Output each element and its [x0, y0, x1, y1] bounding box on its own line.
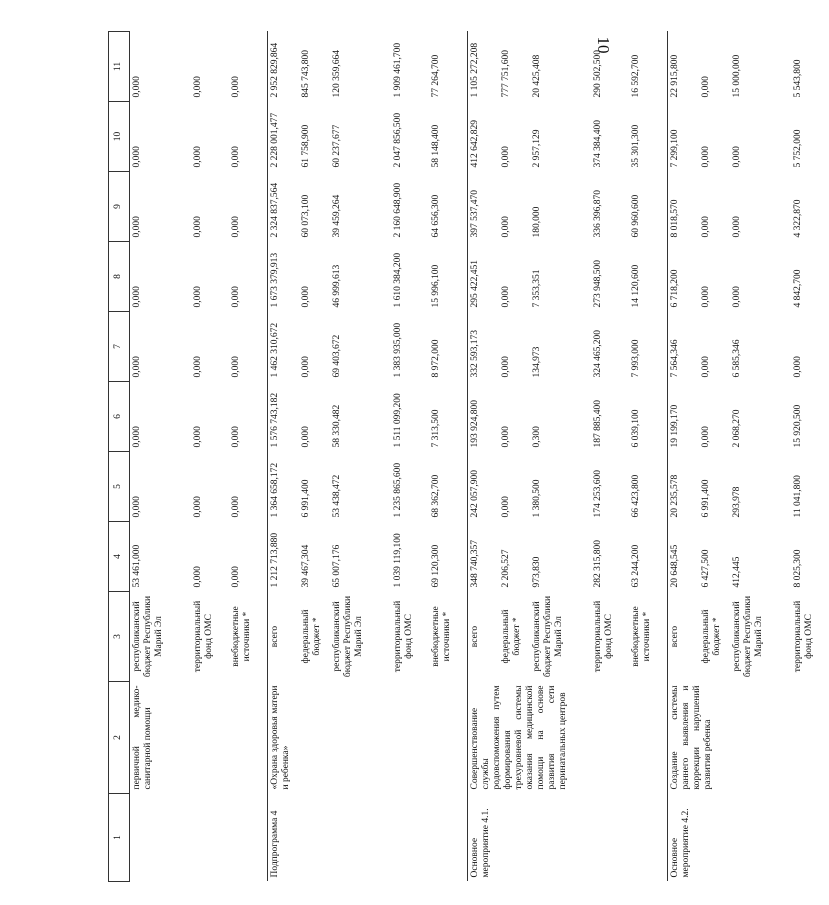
- status-cell: Подпрограмма 4: [268, 794, 468, 882]
- value-cell: 65 007,176: [332, 544, 342, 588]
- value-cell: 22 915,800: [668, 32, 700, 102]
- value-cell: 0,000: [701, 426, 711, 448]
- value-cell: 4 322,870: [793, 199, 803, 238]
- funding-source-cell: федеральный бюджет *: [701, 609, 723, 664]
- value-cell: 2 324 837,564: [268, 172, 300, 242]
- value-cell: 2 047 856,500: [393, 112, 403, 168]
- value-cell: 332 593,173: [468, 312, 500, 382]
- value-cell: 0,000: [701, 76, 711, 98]
- value-cell: 63 244,200: [631, 544, 641, 588]
- value-cell: 8 972,000: [431, 339, 441, 378]
- value-cell: 0,000: [231, 76, 241, 98]
- value-cell: 348 740,357: [468, 522, 500, 592]
- value-cell: 0,000: [732, 146, 742, 168]
- column-number: 8: [109, 242, 130, 312]
- value-cell: 8 025,300: [793, 549, 803, 588]
- value-cell: 6 585,346: [732, 339, 742, 378]
- value-cell: 242 057,900: [468, 452, 500, 522]
- value-cell: 69 120,300: [431, 544, 441, 588]
- value-cell: 60 237,677: [332, 124, 342, 168]
- value-cell: 2 952 829,864: [268, 32, 300, 102]
- value-cell: 11 041,800: [793, 475, 803, 518]
- column-number: 9: [109, 172, 130, 242]
- table-row: [668, 32, 700, 882]
- value-cell: 0,000: [501, 216, 511, 238]
- value-cell: 273 948,500: [593, 260, 603, 308]
- value-cell: 0,000: [501, 426, 511, 448]
- value-cell: 0,000: [193, 356, 203, 378]
- value-cell: 193 924,800: [468, 382, 500, 452]
- value-cell: 0,000: [193, 426, 203, 448]
- column-number: 2: [109, 682, 130, 794]
- value-cell: 0,000: [501, 356, 511, 378]
- value-cell: 0,000: [501, 286, 511, 308]
- value-cell: 2 206,527: [501, 549, 511, 588]
- value-cell: 20 425,408: [532, 54, 542, 98]
- value-cell: 46 999,613: [332, 264, 342, 308]
- value-cell: 6 427,500: [701, 549, 711, 588]
- value-cell: 174 253,600: [593, 470, 603, 518]
- value-cell: 0,000: [132, 76, 142, 98]
- value-cell: 295 422,451: [468, 242, 500, 312]
- value-cell: 4 842,700: [793, 269, 803, 308]
- value-cell: 0,000: [732, 286, 742, 308]
- budget-table: [108, 31, 829, 882]
- column-number: 1: [109, 794, 130, 882]
- value-cell: 2 228 001,477: [268, 102, 300, 172]
- value-cell: 0,300: [532, 426, 542, 448]
- funding-source-cell: территориальный фонд ОМС: [193, 600, 215, 673]
- column-number: 5: [109, 452, 130, 522]
- funding-source-cell: республиканский бюджет Республики Марий Эл: [532, 595, 565, 678]
- value-cell: 0,000: [132, 286, 142, 308]
- value-cell: 35 301,300: [631, 124, 641, 168]
- value-cell: 2 068,270: [732, 409, 742, 448]
- value-cell: 20 648,545: [668, 522, 700, 592]
- value-cell: 1 673 379,913: [268, 242, 300, 312]
- value-cell: 1 462 310,672: [268, 312, 300, 382]
- value-cell: 1 383 935,000: [393, 322, 403, 378]
- value-cell: 0,000: [231, 496, 241, 518]
- value-cell: 6 991,400: [701, 479, 711, 518]
- page-number: 10: [594, 36, 613, 54]
- value-cell: 1 380,500: [532, 479, 542, 518]
- value-cell: 973,830: [532, 556, 542, 588]
- value-cell: 0,000: [193, 566, 203, 588]
- program-name-cell: первичной медико-санитарной помощи: [132, 685, 154, 790]
- status-cell: Основное мероприятие 4.1.: [468, 794, 668, 882]
- value-cell: 0,000: [793, 356, 803, 378]
- value-cell: 1 610 384,200: [393, 252, 403, 308]
- funding-source-cell: территориальный фонд ОМС: [593, 600, 615, 673]
- value-cell: 0,000: [701, 146, 711, 168]
- value-cell: 7 299,100: [668, 102, 700, 172]
- value-cell: 0,000: [193, 286, 203, 308]
- value-cell: 0,000: [193, 496, 203, 518]
- value-cell: 53 461,000: [132, 544, 142, 588]
- value-cell: 0,000: [301, 286, 311, 308]
- funding-source-cell: внебюджетные источники *: [631, 606, 653, 667]
- value-cell: 0,000: [132, 216, 142, 238]
- value-cell: 1 235 865,600: [393, 462, 403, 518]
- value-cell: 120 359,664: [332, 50, 342, 98]
- value-cell: 7 564,346: [668, 312, 700, 382]
- value-cell: 0,000: [231, 216, 241, 238]
- value-cell: 8 018,570: [668, 172, 700, 242]
- funding-source-cell: республиканский бюджет Республики Марий Эл: [132, 595, 165, 678]
- value-cell: 0,000: [732, 216, 742, 238]
- value-cell: 2 957,129: [532, 129, 542, 168]
- value-cell: 0,000: [193, 146, 203, 168]
- column-number: 10: [109, 102, 130, 172]
- value-cell: 412,445: [732, 556, 742, 588]
- table-row: [468, 32, 500, 882]
- value-cell: 0,000: [231, 356, 241, 378]
- value-cell: 19 199,170: [668, 382, 700, 452]
- table-row: [268, 32, 300, 882]
- value-cell: 66 423,800: [631, 474, 641, 518]
- value-cell: 134,973: [532, 346, 542, 378]
- value-cell: 1 039 119,100: [393, 533, 403, 588]
- status-cell: Основное мероприятие 4.2.: [668, 794, 829, 882]
- value-cell: 61 758,900: [301, 124, 311, 168]
- value-cell: 15 996,100: [431, 264, 441, 308]
- value-cell: 2 160 648,900: [393, 182, 403, 238]
- value-cell: 16 592,700: [631, 54, 641, 98]
- program-name-cell: Совершенствование службы родовспоможения путем формирования трехуровневой системы оказания медицинской помощи на основе развития сети перинатальных центров: [468, 682, 668, 794]
- value-cell: 0,000: [132, 146, 142, 168]
- column-number: 4: [109, 522, 130, 592]
- value-cell: 14 120,600: [631, 264, 641, 308]
- value-cell: 0,000: [132, 496, 142, 518]
- value-cell: 5 543,800: [793, 59, 803, 98]
- value-cell: 0,000: [193, 216, 203, 238]
- value-cell: 0,000: [701, 356, 711, 378]
- program-name-cell: «Охрана здоровья матери и ребенка»: [268, 682, 468, 794]
- value-cell: 15 920,500: [793, 404, 803, 448]
- funding-source-cell: федеральный бюджет *: [501, 609, 523, 664]
- rotated-table-page: [108, 32, 815, 882]
- value-cell: 39 467,304: [301, 544, 311, 588]
- value-cell: 187 885,400: [593, 400, 603, 448]
- value-cell: 180,000: [532, 206, 542, 238]
- value-cell: 0,000: [701, 286, 711, 308]
- value-cell: 20 235,578: [668, 452, 700, 522]
- funding-source-cell: внебюджетные источники *: [431, 606, 453, 667]
- value-cell: 1 576 743,182: [268, 382, 300, 452]
- value-cell: 1 105 272,208: [468, 32, 500, 102]
- value-cell: 60 960,600: [631, 194, 641, 238]
- value-cell: 845 743,800: [301, 50, 311, 98]
- value-cell: 6 718,200: [668, 242, 700, 312]
- value-cell: 0,000: [193, 76, 203, 98]
- value-cell: 0,000: [231, 566, 241, 588]
- value-cell: 0,000: [231, 426, 241, 448]
- value-cell: 15 000,000: [732, 54, 742, 98]
- value-cell: 0,000: [501, 496, 511, 518]
- value-cell: 0,000: [231, 286, 241, 308]
- program-name-cell: Создание системы раннего выявления и коррекции нарушений развития ребенка: [668, 682, 829, 794]
- value-cell: 293,978: [732, 486, 742, 518]
- value-cell: 7 313,500: [431, 409, 441, 448]
- funding-source-cell: территориальный фонд ОМС: [393, 600, 415, 673]
- value-cell: 39 459,264: [332, 194, 342, 238]
- value-cell: 0,000: [231, 146, 241, 168]
- value-cell: 397 537,470: [468, 172, 500, 242]
- value-cell: 1 212 713,880: [268, 522, 300, 592]
- funding-source-cell: всего: [668, 592, 700, 682]
- value-cell: 0,000: [301, 356, 311, 378]
- value-cell: 336 396,870: [593, 190, 603, 238]
- value-cell: 6 991,400: [301, 479, 311, 518]
- funding-source-cell: республиканский бюджет Республики Марий Эл: [332, 595, 365, 678]
- funding-source-cell: территориальный фонд ОМС: [793, 600, 815, 673]
- value-cell: 77 264,700: [431, 54, 441, 98]
- value-cell: 64 656,300: [431, 194, 441, 238]
- value-cell: 374 384,400: [593, 120, 603, 168]
- funding-source-cell: республиканский бюджет Республики Марий Эл: [732, 595, 765, 678]
- column-number: 7: [109, 312, 130, 382]
- funding-source-cell: всего: [268, 592, 300, 682]
- value-cell: 0,000: [701, 216, 711, 238]
- column-number: 11: [109, 32, 130, 102]
- value-cell: 290 502,500: [593, 50, 603, 98]
- value-cell: 777 751,600: [501, 50, 511, 98]
- value-cell: 60 073,100: [301, 194, 311, 238]
- table-row: [130, 32, 192, 882]
- value-cell: 412 642,829: [468, 102, 500, 172]
- value-cell: 282 315,800: [593, 540, 603, 588]
- value-cell: 58 148,400: [431, 124, 441, 168]
- column-number: 6: [109, 382, 130, 452]
- value-cell: 0,000: [132, 426, 142, 448]
- funding-source-cell: всего: [468, 592, 500, 682]
- value-cell: 5 752,000: [793, 129, 803, 168]
- table-body: [109, 32, 829, 882]
- value-cell: 324 465,200: [593, 330, 603, 378]
- value-cell: 0,000: [132, 356, 142, 378]
- column-number-row: [109, 32, 130, 882]
- value-cell: 68 362,700: [431, 474, 441, 518]
- value-cell: 1 364 658,172: [268, 452, 300, 522]
- value-cell: 1 909 461,700: [393, 42, 403, 98]
- funding-source-cell: внебюджетные источники *: [231, 606, 253, 667]
- value-cell: 58 330,482: [332, 404, 342, 448]
- value-cell: 69 403,672: [332, 334, 342, 378]
- value-cell: 6 039,100: [631, 409, 641, 448]
- status-cell: [130, 794, 268, 882]
- value-cell: 53 438,472: [332, 474, 342, 518]
- value-cell: 1 511 099,200: [393, 393, 403, 448]
- column-number: 3: [109, 592, 130, 682]
- value-cell: 7 993,000: [631, 339, 641, 378]
- funding-source-cell: федеральный бюджет *: [301, 609, 323, 664]
- value-cell: 7 353,351: [532, 269, 542, 308]
- value-cell: 0,000: [501, 146, 511, 168]
- value-cell: 0,000: [301, 426, 311, 448]
